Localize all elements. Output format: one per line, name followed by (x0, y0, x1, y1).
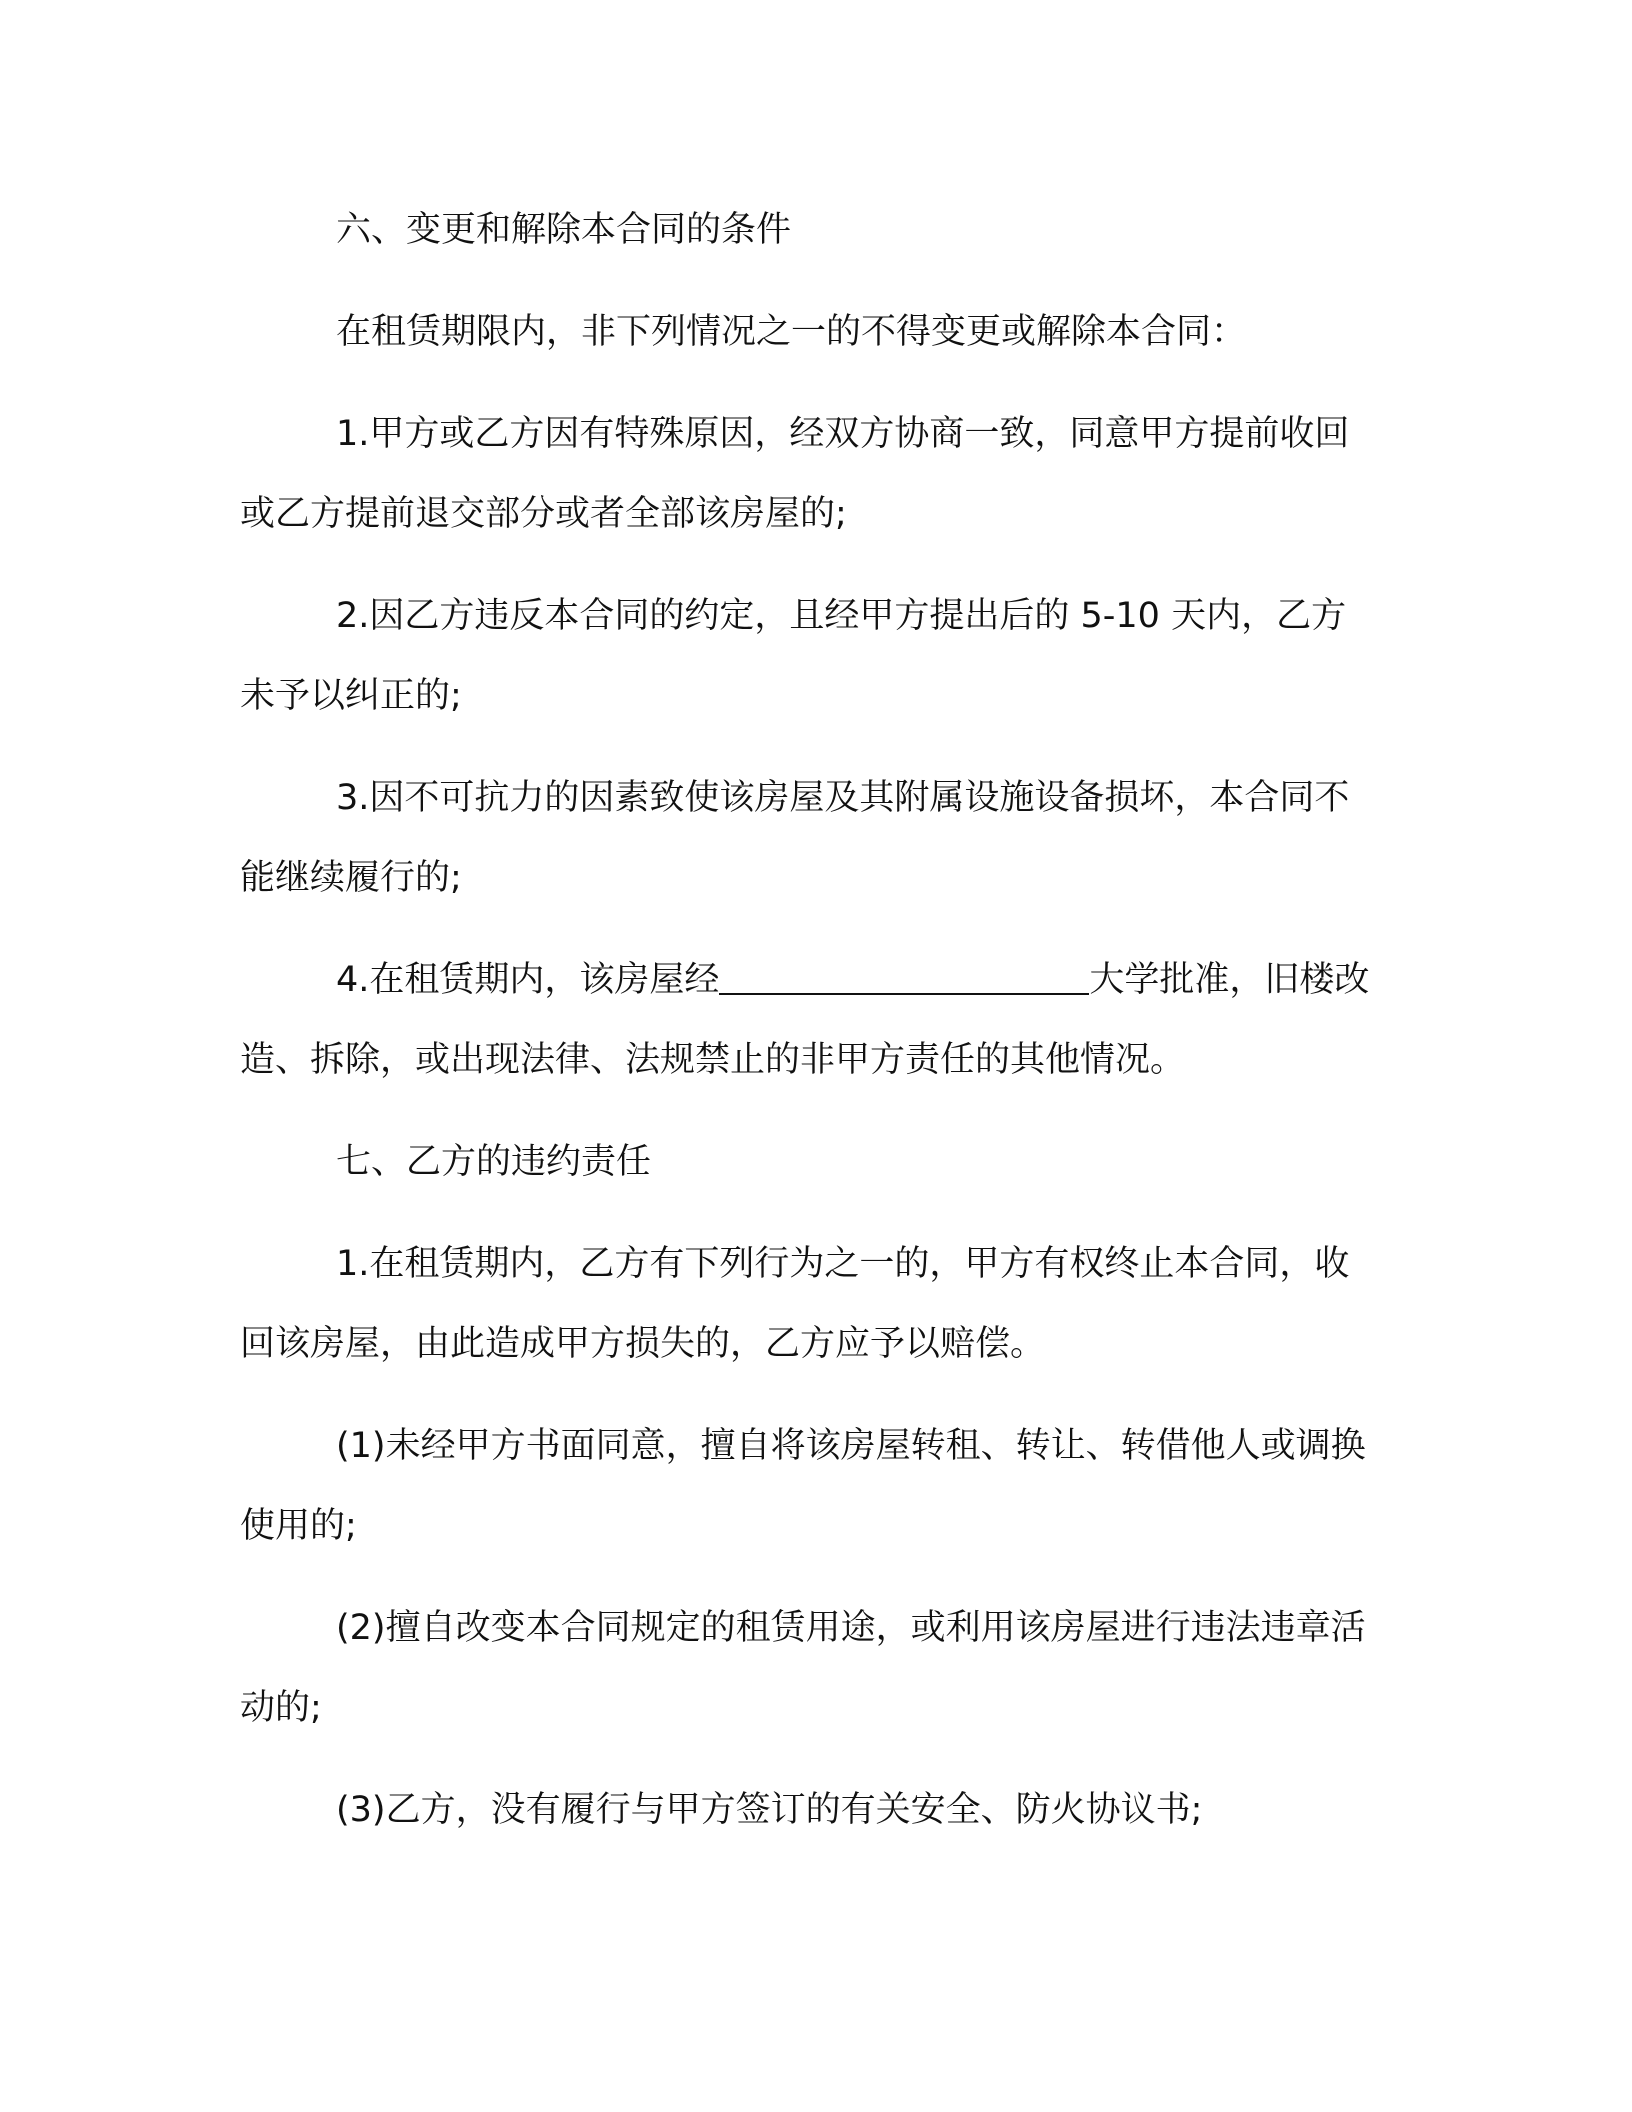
section-6-item-4 (240, 940, 1370, 1100)
section-7-heading: 七、乙方的违约责任 (336, 1142, 652, 1182)
section-6-item-2: 2.因乙方违反本合同的约定，且经甲方提出后的 5-10 天内，乙方未予以纠正的; (240, 596, 1347, 716)
document-body (240, 190, 1370, 1872)
section-7-sub-2: (2)擅自改变本合同规定的租赁用途，或利用该房屋进行违法违章活动的; (240, 1608, 1366, 1728)
item-4-text-before: 4.在租赁期内，该房屋经 (336, 960, 720, 1000)
item-4-text-after: 大学批准，旧楼改造、拆除，或出现法律、法规禁止的非甲方责任的其他情况。 (240, 960, 1370, 1080)
section-6-item-1: 1.甲方或乙方因有特殊原因，经双方协商一致，同意甲方提前收回或乙方提前退交部分或者全部该房屋的; (240, 414, 1350, 534)
section-7-item-1: 1.在租赁期内，乙方有下列行为之一的，甲方有权终止本合同，收回该房屋，由此造成甲方损失的，乙方应予以赔偿。 (240, 1244, 1350, 1364)
section-6-intro: 在租赁期限内，非下列情况之一的不得变更或解除本合同： (336, 312, 1247, 352)
section-7-sub-3: (3)乙方，没有履行与甲方签订的有关安全、防火协议书; (336, 1790, 1203, 1830)
section-6-heading: 六、变更和解除本合同的条件 (336, 210, 792, 250)
section-7-sub-1: (1)未经甲方书面同意，擅自将该房屋转租、转让、转借他人或调换使用的; (240, 1426, 1366, 1546)
fill-in-blank-line (719, 959, 1089, 995)
section-6-item-3: 3.因不可抗力的因素致使该房屋及其附属设施设备损坏，本合同不能继续履行的; (240, 778, 1350, 898)
